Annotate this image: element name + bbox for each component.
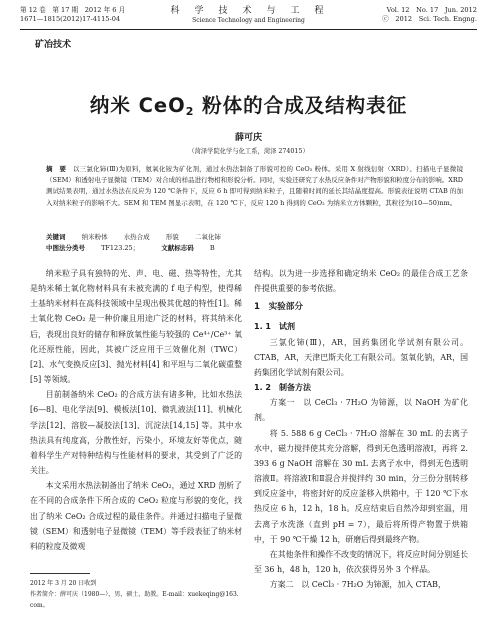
- keywords-block: [46, 232, 463, 254]
- body-column-right: [254, 266, 468, 592]
- copyright-line: ⓒ 2012 Sci. Tech. Engng.: [382, 15, 477, 23]
- keywords-label: 关键词: [46, 233, 66, 241]
- abstract-label: 摘 要: [46, 165, 67, 173]
- doc-code-value: B: [209, 244, 215, 253]
- keyword: 形貌: [165, 233, 179, 241]
- body-paragraph: 纳米粒子具有独特的光、声、电、磁、热等特性，尤其是纳米稀土氧化物材料具有未被充满的 f 电子构型，使得稀土基纳米材料在高科技领域中呈现出极其优越的特性[1]。稀土氧化物 CeO₂ 是一种价廉且用途广泛的材料，将其纳米化后，表现出良好的储存和释放氧性能与较强的 Ce⁴⁺/Ce³⁺ 氧化还原性能，因此，其被广泛应用于三效催化剂（TWC）[2]、水气变换反应[3]、抛光材料[4] 和平坦与二氧化碳重整[5] 等领域。: [30, 269, 242, 385]
- doc-code-label: 文献标志码: [161, 244, 194, 253]
- body-paragraph: 将 5. 588 6 g CeCl₃ · 7H₂O 溶解在 30 mL 的去离子水中，磁力搅拌使其充分溶解，得到无色透明溶液Ⅰ，再将 2. 393 6 g NaOH 溶解在 30 mL 去离子水中，得到无色透明溶液Ⅱ。将溶液Ⅰ和Ⅱ混合并搅拌约 30 min，分三份分别转移到反应釜中，将密封好的反应釜移入烘箱中，于 120 ℃下水热反应 6 h，12 h，18 h。反应结束后自然冷却到室温，用去离子水洗涤（直到 pH = 7），最后将所得产物置于烘箱中，于 90 ℃干燥 12 h，研磨后得到最终产物。: [254, 428, 468, 544]
- author-bio: 作者简介：薛可庆（1980—），男，硕士，助教。E-mail：xuekeqing@163. com。: [30, 591, 239, 609]
- title-main: 纳米 CeO: [89, 94, 186, 117]
- body-paragraph: 在其他条件和操作不改变的情况下，将反应时间分别延长至 36 h，48 h，120 h，依次获得另外 3 个样品。: [254, 549, 468, 574]
- classification-line: [46, 243, 463, 254]
- body-column-left: [30, 266, 242, 554]
- section-heading: 1 实验部分: [254, 302, 303, 313]
- title-subscript: 2: [185, 105, 195, 118]
- journal-name-cn: 科 学 技 术 与 工 程: [170, 6, 327, 16]
- received-date: 2012 年 3 月 20 日收到: [30, 580, 97, 587]
- body-paragraph: 本文采用水热法制备出了纳米 CeO₂，通过 XRD 剖析了在不同的合成条件下所合成的 CeO₂ 粒度与形貌的变化，找出了纳米 CeO₂ 合成过程的最佳条件。并通过扫描电子显微镜（SEM）和透射电子显微镜（TEM）等手段表征了纳米材料的粒度及微观: [30, 481, 242, 551]
- issue-line: 第 12 卷 第 17 期 2012 年 6 月: [20, 6, 126, 14]
- clc-label: 中图法分类号: [46, 244, 85, 253]
- abstract: [46, 164, 463, 209]
- abstract-text: 以三氯化铈(Ⅲ)为原料，氨氧化铵为矿化剂，通过水热法制备了形貌可控的 CeO₂ 粉体。采用 X 射线衍射（XRD）、扫描电子显微镜（SEM）和透射电子显微镜（TEM）对合成的样品进行物相和形貌分析。同时，实验还研究了水热反应条件对产物形貌和粒度分布的影响。XRD 测试结果表明，通过水热法在反应为 120 ℃条件下，反应 6 h 即可得到纳米粒子，且随着时间的延长其结晶度提高。形貌表征说明 CTAB 的加入对纳米粒子的影响不大。SEM 和 TEM 图显示表明，在 120 ℃下，反应 120 h 得到的 CeO₂ 为纳米立方体颗粒，其粒径为(10—50)nm。: [46, 165, 464, 207]
- body-paragraph: 方案一 以 CeCl₃ · 7H₂O 为铈源，以 NaOH 为矿化剂。: [254, 398, 468, 423]
- body-paragraph: 结构。以为进一步选择和确定纳米 CeO₂ 的最佳合成工艺条件提供重要的参考依据。: [254, 269, 468, 294]
- subsection-heading: 1. 1 试剂: [254, 322, 295, 332]
- journal-volume-info: [382, 6, 477, 24]
- title-rest: 粉体的合成及结构表征: [194, 94, 408, 117]
- author-affiliation: （菏泽学院化学与化工系，菏泽 274015）: [188, 148, 309, 155]
- clc-value: TF123.25；: [101, 244, 140, 253]
- header-divider: [20, 29, 477, 30]
- keyword: 二氧化铈: [194, 233, 221, 241]
- journal-name-en: Science Technology and Engineering: [192, 17, 305, 24]
- paper-title: [0, 90, 497, 118]
- subsection-heading: 1. 2 制备方法: [254, 383, 311, 393]
- author-name: 薛可庆: [234, 133, 262, 143]
- section-category: 矿冶技术: [35, 40, 72, 50]
- body-paragraph: 目前制备纳米 CeO₂ 的合成方法有诸多种，比如水热法[6—8]、电化学法[9]、模板法[10]、微乳液法[11]、机械化学法[12]、溶胶—凝胶法[13]、沉淀法[14,15] 等。其中水热法具有纯度高，分散性好，污染小，环境友好等优点，随着科学生产对特种结构与性能材料的要求，其受到了广泛的关注。: [30, 390, 242, 476]
- footnote: [30, 578, 242, 611]
- keyword: 纳米粉体: [81, 233, 108, 241]
- body-paragraph: 方案二 以 CeCl₃ · 7H₂O 为铈源，加入 CTAB，: [269, 580, 446, 590]
- body-paragraph: 三氯化铈(Ⅲ)，AR，国药集团化学试剂有限公司。CTAB，AR，天津巴斯夫化工有限公司。氢氧化钠，AR，国药集团化学试剂有限公司。: [254, 337, 468, 377]
- issn-line: 1671—1815(2012)17-4115-04: [20, 15, 121, 23]
- volume-line: Vol. 12 No. 17 Jun. 2012: [386, 6, 477, 14]
- running-header: [20, 6, 477, 28]
- keywords-line: [46, 232, 463, 243]
- footnote-divider: [30, 573, 90, 574]
- keyword: 水热合成: [123, 233, 150, 241]
